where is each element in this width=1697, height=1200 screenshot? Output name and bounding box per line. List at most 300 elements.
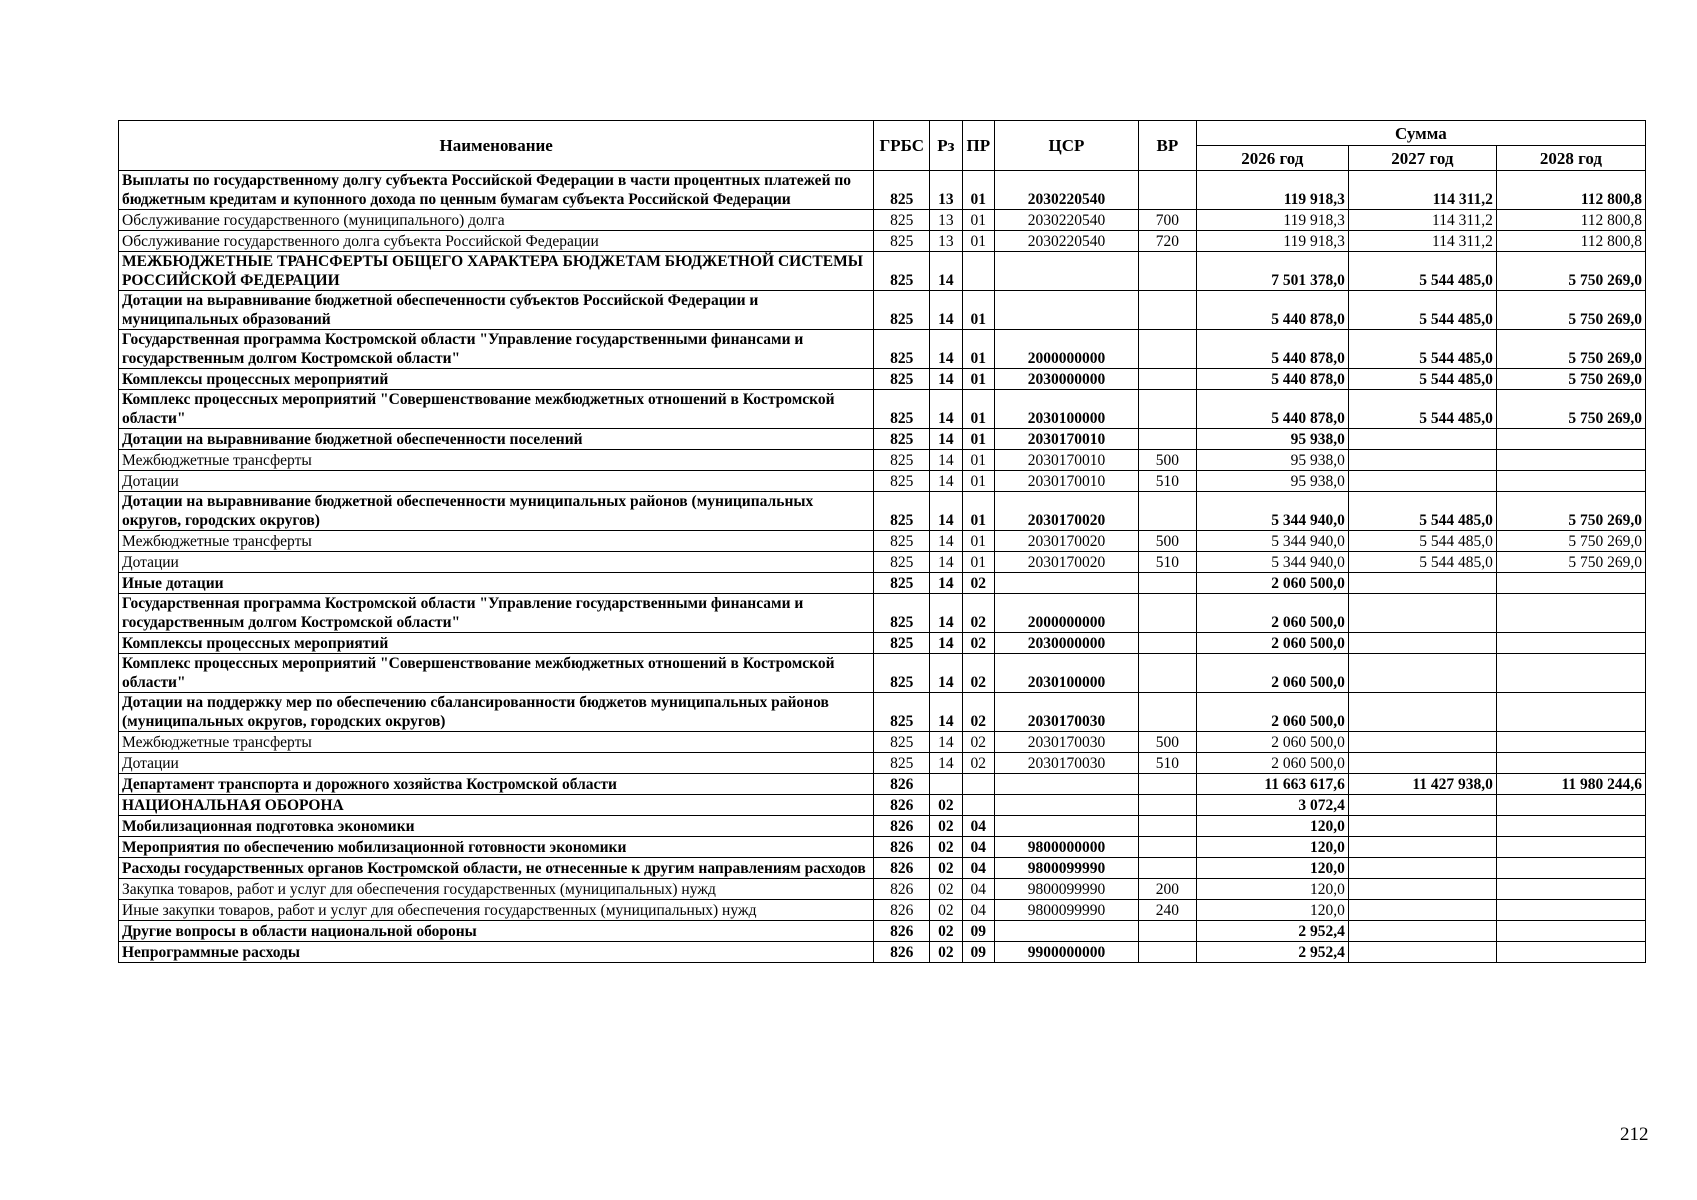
cell-sum-2027: 11 427 938,0 [1348, 774, 1496, 795]
cell-csr [995, 795, 1139, 816]
cell-vr [1138, 573, 1196, 594]
cell-csr: 2030170030 [995, 693, 1139, 732]
cell-pr: 01 [962, 210, 994, 231]
table-row [119, 921, 1646, 942]
cell-name: Межбюджетные трансферты [119, 450, 874, 471]
header-year-2026: 2026 год [1196, 146, 1348, 171]
cell-sum-2028 [1496, 942, 1645, 963]
cell-sum-2028: 5 750 269,0 [1496, 390, 1645, 429]
cell-csr: 2030170020 [995, 552, 1139, 573]
cell-sum-2026: 2 060 500,0 [1196, 594, 1348, 633]
cell-grbs: 825 [874, 450, 930, 471]
cell-grbs: 825 [874, 552, 930, 573]
cell-name: Иные дотации [119, 573, 874, 594]
cell-name: Мероприятия по обеспечению мобилизационной готовности экономики [119, 837, 874, 858]
cell-rz [930, 774, 962, 795]
cell-pr [962, 252, 994, 291]
cell-name: Дотации на выравнивание бюджетной обеспеченности муниципальных районов (муниципальных округов, городских округов) [119, 492, 874, 531]
cell-rz: 14 [930, 429, 962, 450]
cell-vr: 500 [1138, 531, 1196, 552]
cell-sum-2027 [1348, 816, 1496, 837]
cell-sum-2028: 5 750 269,0 [1496, 252, 1645, 291]
cell-sum-2027: 5 544 485,0 [1348, 390, 1496, 429]
cell-csr: 2030170020 [995, 492, 1139, 531]
table-row [119, 573, 1646, 594]
cell-vr [1138, 171, 1196, 210]
cell-sum-2026: 5 344 940,0 [1196, 531, 1348, 552]
budget-table [118, 120, 1646, 963]
cell-sum-2027: 5 544 485,0 [1348, 291, 1496, 330]
cell-vr [1138, 594, 1196, 633]
cell-sum-2026: 119 918,3 [1196, 231, 1348, 252]
cell-csr: 2030100000 [995, 654, 1139, 693]
cell-sum-2028 [1496, 450, 1645, 471]
cell-rz: 14 [930, 552, 962, 573]
cell-rz: 14 [930, 654, 962, 693]
cell-sum-2027 [1348, 450, 1496, 471]
cell-csr: 2030000000 [995, 633, 1139, 654]
cell-grbs: 826 [874, 795, 930, 816]
cell-sum-2027 [1348, 471, 1496, 492]
cell-sum-2027 [1348, 429, 1496, 450]
cell-vr [1138, 921, 1196, 942]
cell-sum-2026: 2 060 500,0 [1196, 654, 1348, 693]
cell-name: МЕЖБЮДЖЕТНЫЕ ТРАНСФЕРТЫ ОБЩЕГО ХАРАКТЕРА БЮДЖЕТАМ БЮДЖЕТНОЙ СИСТЕМЫ РОССИЙСКОЙ ФЕДЕРАЦИИ [119, 252, 874, 291]
table-row [119, 942, 1646, 963]
table-row [119, 471, 1646, 492]
cell-sum-2027: 5 544 485,0 [1348, 531, 1496, 552]
cell-sum-2028: 5 750 269,0 [1496, 369, 1645, 390]
cell-vr [1138, 654, 1196, 693]
cell-pr: 04 [962, 858, 994, 879]
cell-pr: 01 [962, 471, 994, 492]
table-row [119, 330, 1646, 369]
cell-pr [962, 795, 994, 816]
cell-sum-2027 [1348, 837, 1496, 858]
cell-vr: 510 [1138, 471, 1196, 492]
cell-name: Закупка товаров, работ и услуг для обеспечения государственных (муниципальных) нужд [119, 879, 874, 900]
cell-rz: 13 [930, 231, 962, 252]
cell-csr: 9800099990 [995, 879, 1139, 900]
cell-vr: 510 [1138, 753, 1196, 774]
cell-pr: 01 [962, 531, 994, 552]
cell-sum-2026: 5 440 878,0 [1196, 369, 1348, 390]
cell-sum-2027: 114 311,2 [1348, 231, 1496, 252]
cell-sum-2027 [1348, 753, 1496, 774]
cell-grbs: 825 [874, 171, 930, 210]
cell-name: Комплексы процессных мероприятий [119, 369, 874, 390]
cell-sum-2026: 95 938,0 [1196, 471, 1348, 492]
cell-sum-2028 [1496, 471, 1645, 492]
header-grbs: ГРБС [874, 121, 930, 171]
cell-csr: 9800000000 [995, 837, 1139, 858]
cell-vr [1138, 942, 1196, 963]
cell-name: Выплаты по государственному долгу субъекта Российской Федерации в части процентных платежей по бюджетным кредитам и купонного дохода по ценным бумагам субъекта Российской Федерации [119, 171, 874, 210]
cell-sum-2026: 2 952,4 [1196, 921, 1348, 942]
cell-grbs: 825 [874, 471, 930, 492]
cell-rz: 13 [930, 210, 962, 231]
cell-sum-2026: 5 440 878,0 [1196, 291, 1348, 330]
cell-grbs: 825 [874, 330, 930, 369]
table-row [119, 210, 1646, 231]
table-header [119, 121, 1646, 171]
cell-name: Дотации на выравнивание бюджетной обеспеченности поселений [119, 429, 874, 450]
cell-sum-2028 [1496, 921, 1645, 942]
cell-grbs: 826 [874, 921, 930, 942]
cell-vr [1138, 774, 1196, 795]
cell-grbs: 826 [874, 837, 930, 858]
cell-pr: 01 [962, 552, 994, 573]
table-body [119, 171, 1646, 963]
cell-name: Межбюджетные трансферты [119, 732, 874, 753]
cell-pr: 01 [962, 429, 994, 450]
cell-pr: 04 [962, 837, 994, 858]
cell-sum-2026: 119 918,3 [1196, 210, 1348, 231]
table-row [119, 252, 1646, 291]
cell-sum-2027: 5 544 485,0 [1348, 252, 1496, 291]
cell-sum-2028: 5 750 269,0 [1496, 291, 1645, 330]
cell-grbs: 826 [874, 816, 930, 837]
cell-csr: 9800099990 [995, 900, 1139, 921]
header-year-2027: 2027 год [1348, 146, 1496, 171]
cell-rz: 02 [930, 900, 962, 921]
cell-rz: 02 [930, 879, 962, 900]
cell-name: Непрограммные расходы [119, 942, 874, 963]
cell-grbs: 825 [874, 693, 930, 732]
cell-grbs: 825 [874, 291, 930, 330]
cell-rz: 14 [930, 732, 962, 753]
cell-rz: 14 [930, 252, 962, 291]
table-row [119, 732, 1646, 753]
cell-sum-2026: 95 938,0 [1196, 450, 1348, 471]
cell-sum-2026: 2 060 500,0 [1196, 573, 1348, 594]
cell-csr [995, 291, 1139, 330]
cell-sum-2027 [1348, 594, 1496, 633]
cell-rz: 14 [930, 450, 962, 471]
cell-name: Другие вопросы в области национальной обороны [119, 921, 874, 942]
cell-sum-2026: 5 344 940,0 [1196, 492, 1348, 531]
cell-grbs: 826 [874, 942, 930, 963]
cell-sum-2028 [1496, 879, 1645, 900]
cell-name: Комплекс процессных мероприятий "Совершенствование межбюджетных отношений в Костромской области" [119, 390, 874, 429]
cell-pr: 02 [962, 654, 994, 693]
budget-table-sheet [118, 120, 1646, 963]
cell-grbs: 825 [874, 753, 930, 774]
cell-sum-2026: 2 060 500,0 [1196, 693, 1348, 732]
cell-sum-2028 [1496, 858, 1645, 879]
cell-sum-2026: 95 938,0 [1196, 429, 1348, 450]
cell-sum-2028 [1496, 654, 1645, 693]
cell-sum-2027 [1348, 633, 1496, 654]
cell-name: Дотации [119, 552, 874, 573]
cell-sum-2028 [1496, 573, 1645, 594]
cell-grbs: 826 [874, 774, 930, 795]
cell-sum-2028: 112 800,8 [1496, 171, 1645, 210]
cell-vr: 510 [1138, 552, 1196, 573]
header-year-2028: 2028 год [1496, 146, 1645, 171]
cell-sum-2026: 120,0 [1196, 816, 1348, 837]
cell-vr: 240 [1138, 900, 1196, 921]
cell-vr [1138, 330, 1196, 369]
cell-grbs: 825 [874, 732, 930, 753]
cell-rz: 14 [930, 390, 962, 429]
cell-pr: 04 [962, 816, 994, 837]
cell-grbs: 825 [874, 369, 930, 390]
cell-sum-2027: 5 544 485,0 [1348, 369, 1496, 390]
table-row [119, 231, 1646, 252]
cell-rz: 14 [930, 753, 962, 774]
cell-rz: 14 [930, 573, 962, 594]
cell-name: Департамент транспорта и дорожного хозяйства Костромской области [119, 774, 874, 795]
table-row [119, 594, 1646, 633]
table-row [119, 552, 1646, 573]
cell-sum-2028 [1496, 429, 1645, 450]
cell-name: Обслуживание государственного долга субъекта Российской Федерации [119, 231, 874, 252]
cell-pr: 02 [962, 693, 994, 732]
cell-sum-2026: 5 440 878,0 [1196, 390, 1348, 429]
cell-csr: 2000000000 [995, 330, 1139, 369]
cell-sum-2028 [1496, 816, 1645, 837]
cell-sum-2027: 5 544 485,0 [1348, 492, 1496, 531]
cell-grbs: 825 [874, 573, 930, 594]
cell-vr [1138, 693, 1196, 732]
cell-grbs: 825 [874, 390, 930, 429]
cell-sum-2028 [1496, 795, 1645, 816]
cell-csr: 2030220540 [995, 231, 1139, 252]
cell-rz: 14 [930, 369, 962, 390]
cell-vr: 700 [1138, 210, 1196, 231]
cell-sum-2028 [1496, 633, 1645, 654]
cell-sum-2027 [1348, 858, 1496, 879]
cell-csr: 2030170010 [995, 450, 1139, 471]
cell-sum-2027 [1348, 942, 1496, 963]
cell-pr: 02 [962, 732, 994, 753]
cell-sum-2027 [1348, 879, 1496, 900]
cell-vr [1138, 369, 1196, 390]
table-row [119, 693, 1646, 732]
cell-vr [1138, 492, 1196, 531]
cell-rz: 14 [930, 330, 962, 369]
cell-grbs: 826 [874, 879, 930, 900]
cell-pr: 09 [962, 942, 994, 963]
cell-vr: 500 [1138, 732, 1196, 753]
cell-pr: 01 [962, 330, 994, 369]
cell-vr: 720 [1138, 231, 1196, 252]
cell-name: Комплекс процессных мероприятий "Совершенствование межбюджетных отношений в Костромской области" [119, 654, 874, 693]
cell-csr: 2030170030 [995, 753, 1139, 774]
cell-sum-2028: 5 750 269,0 [1496, 330, 1645, 369]
cell-name: Государственная программа Костромской области "Управление государственными финансами и государственным долгом Костромской области" [119, 594, 874, 633]
cell-rz: 14 [930, 492, 962, 531]
cell-pr [962, 774, 994, 795]
cell-grbs: 825 [874, 633, 930, 654]
cell-name: Межбюджетные трансферты [119, 531, 874, 552]
cell-grbs: 825 [874, 252, 930, 291]
cell-vr [1138, 291, 1196, 330]
header-sum: Сумма [1196, 121, 1645, 146]
cell-rz: 13 [930, 171, 962, 210]
cell-pr: 02 [962, 633, 994, 654]
page-number: 212 [1620, 1124, 1649, 1145]
cell-csr [995, 816, 1139, 837]
cell-csr: 2030170010 [995, 471, 1139, 492]
cell-sum-2026: 2 060 500,0 [1196, 753, 1348, 774]
cell-csr [995, 774, 1139, 795]
cell-rz: 02 [930, 837, 962, 858]
cell-sum-2026: 2 952,4 [1196, 942, 1348, 963]
cell-rz: 14 [930, 531, 962, 552]
cell-rz: 14 [930, 471, 962, 492]
cell-sum-2028 [1496, 837, 1645, 858]
cell-pr: 01 [962, 390, 994, 429]
table-row [119, 492, 1646, 531]
cell-grbs: 825 [874, 531, 930, 552]
table-row [119, 633, 1646, 654]
cell-csr [995, 921, 1139, 942]
table-row [119, 900, 1646, 921]
cell-name: Дотации на выравнивание бюджетной обеспеченности субъектов Российской Федерации и муниципальных образований [119, 291, 874, 330]
cell-sum-2027 [1348, 900, 1496, 921]
cell-name: Дотации на поддержку мер по обеспечению сбалансированности бюджетов муниципальных районов (муниципальных округов, городских округов) [119, 693, 874, 732]
table-row [119, 369, 1646, 390]
cell-csr: 2030220540 [995, 210, 1139, 231]
cell-grbs: 825 [874, 654, 930, 693]
cell-sum-2026: 5 344 940,0 [1196, 552, 1348, 573]
cell-rz: 02 [930, 816, 962, 837]
cell-sum-2026: 120,0 [1196, 900, 1348, 921]
cell-sum-2026: 2 060 500,0 [1196, 732, 1348, 753]
cell-sum-2028 [1496, 732, 1645, 753]
cell-csr: 2000000000 [995, 594, 1139, 633]
cell-csr: 9800099990 [995, 858, 1139, 879]
header-csr: ЦСР [995, 121, 1139, 171]
table-row [119, 858, 1646, 879]
cell-vr [1138, 252, 1196, 291]
cell-sum-2027 [1348, 921, 1496, 942]
table-row [119, 390, 1646, 429]
cell-rz: 14 [930, 633, 962, 654]
cell-vr: 200 [1138, 879, 1196, 900]
cell-name: Дотации [119, 753, 874, 774]
cell-pr: 01 [962, 291, 994, 330]
cell-vr: 500 [1138, 450, 1196, 471]
cell-grbs: 826 [874, 858, 930, 879]
cell-sum-2026: 11 663 617,6 [1196, 774, 1348, 795]
cell-name: Мобилизационная подготовка экономики [119, 816, 874, 837]
cell-sum-2027 [1348, 654, 1496, 693]
cell-sum-2027 [1348, 732, 1496, 753]
cell-sum-2026: 2 060 500,0 [1196, 633, 1348, 654]
cell-name: Комплексы процессных мероприятий [119, 633, 874, 654]
cell-sum-2028 [1496, 693, 1645, 732]
cell-sum-2026: 3 072,4 [1196, 795, 1348, 816]
table-row [119, 450, 1646, 471]
cell-pr: 09 [962, 921, 994, 942]
cell-sum-2026: 120,0 [1196, 858, 1348, 879]
cell-sum-2028: 5 750 269,0 [1496, 552, 1645, 573]
cell-rz: 14 [930, 693, 962, 732]
cell-sum-2026: 120,0 [1196, 837, 1348, 858]
cell-vr [1138, 837, 1196, 858]
cell-rz: 14 [930, 594, 962, 633]
cell-grbs: 825 [874, 231, 930, 252]
cell-sum-2026: 5 440 878,0 [1196, 330, 1348, 369]
cell-sum-2027: 114 311,2 [1348, 210, 1496, 231]
cell-grbs: 826 [874, 900, 930, 921]
cell-name: Обслуживание государственного (муниципального) долга [119, 210, 874, 231]
cell-rz: 02 [930, 858, 962, 879]
table-row [119, 291, 1646, 330]
cell-vr [1138, 390, 1196, 429]
cell-csr: 2030220540 [995, 171, 1139, 210]
cell-csr: 2030170020 [995, 531, 1139, 552]
cell-vr [1138, 429, 1196, 450]
cell-grbs: 825 [874, 594, 930, 633]
cell-rz: 14 [930, 291, 962, 330]
table-row [119, 816, 1646, 837]
cell-sum-2028: 11 980 244,6 [1496, 774, 1645, 795]
cell-sum-2028 [1496, 753, 1645, 774]
cell-pr: 02 [962, 594, 994, 633]
cell-sum-2028: 5 750 269,0 [1496, 492, 1645, 531]
table-row [119, 171, 1646, 210]
cell-sum-2028: 5 750 269,0 [1496, 531, 1645, 552]
cell-pr: 04 [962, 879, 994, 900]
cell-rz: 02 [930, 942, 962, 963]
cell-csr: 2030170010 [995, 429, 1139, 450]
cell-pr: 02 [962, 753, 994, 774]
table-row [119, 753, 1646, 774]
cell-csr: 2030170030 [995, 732, 1139, 753]
table-row [119, 879, 1646, 900]
cell-sum-2027: 5 544 485,0 [1348, 330, 1496, 369]
cell-csr: 2030000000 [995, 369, 1139, 390]
cell-rz: 02 [930, 795, 962, 816]
cell-name: Государственная программа Костромской области "Управление государственными финансами и государственным долгом Костромской области" [119, 330, 874, 369]
cell-sum-2026: 120,0 [1196, 879, 1348, 900]
cell-vr [1138, 795, 1196, 816]
cell-sum-2027: 5 544 485,0 [1348, 552, 1496, 573]
cell-pr: 01 [962, 369, 994, 390]
cell-sum-2026: 7 501 378,0 [1196, 252, 1348, 291]
cell-name: Иные закупки товаров, работ и услуг для обеспечения государственных (муниципальных) нужд [119, 900, 874, 921]
cell-csr: 2030100000 [995, 390, 1139, 429]
cell-sum-2028 [1496, 594, 1645, 633]
cell-pr: 01 [962, 171, 994, 210]
table-row [119, 531, 1646, 552]
cell-pr: 01 [962, 450, 994, 471]
header-rz: Рз [930, 121, 962, 171]
cell-sum-2028 [1496, 900, 1645, 921]
cell-sum-2026: 119 918,3 [1196, 171, 1348, 210]
cell-vr [1138, 633, 1196, 654]
cell-vr [1138, 816, 1196, 837]
cell-grbs: 825 [874, 429, 930, 450]
table-row [119, 429, 1646, 450]
cell-csr: 9900000000 [995, 942, 1139, 963]
cell-vr [1138, 858, 1196, 879]
cell-pr: 04 [962, 900, 994, 921]
cell-sum-2027 [1348, 795, 1496, 816]
table-row [119, 774, 1646, 795]
header-pr: ПР [962, 121, 994, 171]
cell-name: Расходы государственных органов Костромской области, не отнесенные к другим направлениям расходов [119, 858, 874, 879]
cell-pr: 01 [962, 231, 994, 252]
cell-rz: 02 [930, 921, 962, 942]
table-row [119, 795, 1646, 816]
cell-pr: 01 [962, 492, 994, 531]
cell-csr [995, 573, 1139, 594]
